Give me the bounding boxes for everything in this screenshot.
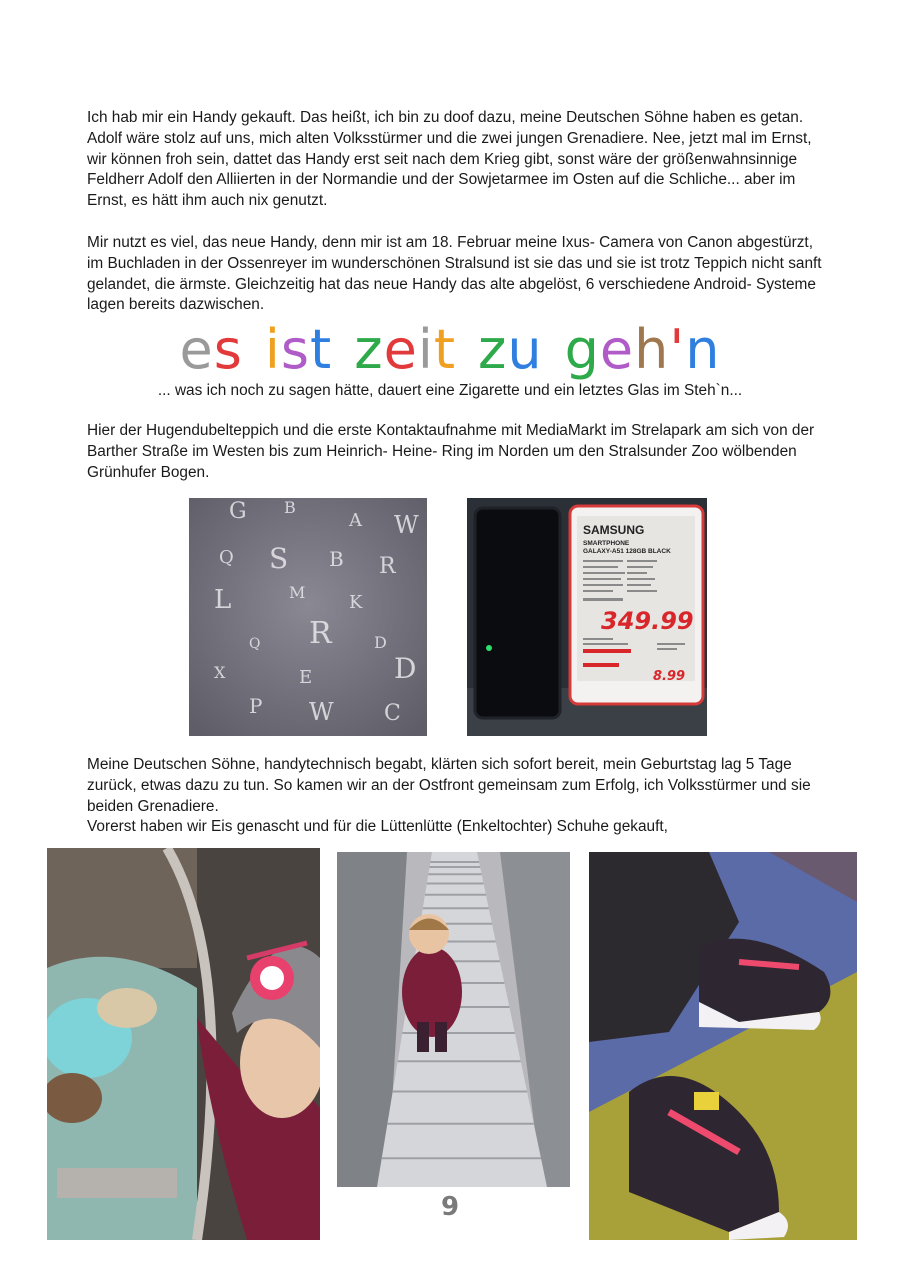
carpet-letter: A — [349, 510, 362, 531]
carpet-letter: L — [214, 585, 232, 615]
page-number: 9 — [440, 1192, 460, 1222]
title-letter: g — [564, 318, 600, 381]
title-letter: s — [213, 318, 243, 381]
intro-paragraph: Ich hab mir ein Handy gekauft. Das heißt, ich bin zu doof dazu, meine Deutschen Söhne haben es getan. Adolf wäre stolz auf uns, mich alten Volksstürmer und die zwei jungen Grenadiere. Nee, jetzt mal im Ernst, wir können froh sein, dattet das Handy erst seit nach dem Krieg gibt, sonst wäre der größenwahnsinnige Feldherr Adolf den Alliierten in der Normandie und der Sowjetarmee im Osten auf die Schliche... aber im Ernst, es hätt ihm auch nix genutzt. — [87, 109, 812, 210]
sons-paragraph: Meine Deutschen Söhne, handytechnisch begabt, klärten sich sofort bereit, mein Geburtstag lag 5 Tage zurück, etwas dazu zu tun. So kamen wir an der Ostfront gemeinsam zum Erfolg, ich Volksstürmer und sie beiden Grenadiere. Vorerst haben wir Eis genascht und für die Lüttenlütte (Enkeltochter) Schuhe gekauft, — [87, 756, 811, 836]
shoes-photo-icon — [589, 852, 857, 1240]
carpet-letter: S — [269, 542, 289, 575]
carpet-letter: D — [374, 633, 387, 652]
carpet-letter: C — [384, 701, 401, 726]
price-tag-brand: SAMSUNG — [583, 523, 645, 537]
title-letter: h — [634, 318, 670, 381]
price-tag-product-line2: GALAXY-A51 128GB BLACK — [583, 548, 671, 555]
carpet-letter: Q — [249, 636, 261, 652]
shoes-photo — [589, 852, 857, 1240]
carpet-letter: R — [309, 616, 332, 651]
carpet-letter: P — [249, 694, 263, 718]
price-tag-product-line1: SMARTPHONE — [583, 540, 630, 547]
escalator-photo-icon — [337, 852, 570, 1187]
carpet-letter: R — [379, 554, 396, 579]
escalator-photo — [337, 852, 570, 1187]
carpet-letter: M — [289, 583, 306, 602]
title-letter: e — [599, 318, 635, 381]
carpet-letter: B — [284, 498, 296, 517]
phone-photo — [467, 498, 707, 736]
title-letter: s — [280, 318, 311, 381]
title-letter: e — [179, 318, 214, 381]
carpet-letter: X — [214, 663, 226, 682]
carpet-paragraph: Hier der Hugendubelteppich und die erste Kontaktaufnahme mit MediaMarkt im Strelapark am sich von der Barther Straße im Westen bis zum Heinrich- Heine- Ring im Norden um den Stralsunder Zoo wölbenden Grünhufer Bogen. — [87, 422, 815, 481]
carpet-letter: W — [394, 511, 419, 539]
ice-cream-counter-photo-icon — [47, 848, 320, 1240]
phone-display-photo-icon — [467, 498, 707, 736]
carpet-letter: E — [299, 667, 313, 688]
title-letter: n — [685, 318, 721, 381]
title-letter: t — [310, 318, 333, 381]
title-letter: z — [478, 318, 508, 381]
title-letter: ' — [669, 318, 686, 381]
camera-paragraph: Mir nutzt es viel, das neue Handy, denn mir ist am 18. Februar meine Ixus- Camera von Canon abgestürzt, im Buchladen in der Ossenreyer im wunderschönen Stralsund ist sie das und sie ist trotz Teppich nicht sanft gelandet, die ärmste. Gleichzeitig hat das neue Handy das alte abgelöst, 6 verschiedene Android- Systeme lagen bereits dazwischen. — [87, 234, 822, 314]
title-letter: t — [433, 318, 457, 381]
title-letter: i — [417, 318, 434, 381]
colorful-title — [0, 318, 900, 382]
subtitle-line: ... was ich noch zu sagen hätte, dauert eine Zigarette und ein letztes Glas im Steh`n... — [157, 382, 743, 399]
title-letter: i — [264, 318, 281, 381]
title-letter: u — [507, 318, 543, 381]
carpet-letter: G — [229, 499, 247, 524]
carpet-letter: K — [349, 592, 363, 613]
carpet-photo-icon — [189, 498, 427, 736]
carpet-letter: B — [329, 547, 344, 571]
icecream-photo — [47, 848, 320, 1240]
title-letter: z — [354, 318, 384, 381]
price-tag-price: 349.99 — [601, 607, 694, 635]
carpet-photo — [189, 498, 427, 736]
title-letter: e — [383, 318, 418, 381]
carpet-letter: D — [394, 652, 417, 685]
carpet-letter: W — [309, 698, 334, 726]
price-tag-financing: 8.99 — [653, 669, 686, 684]
carpet-letter: Q — [219, 547, 234, 568]
